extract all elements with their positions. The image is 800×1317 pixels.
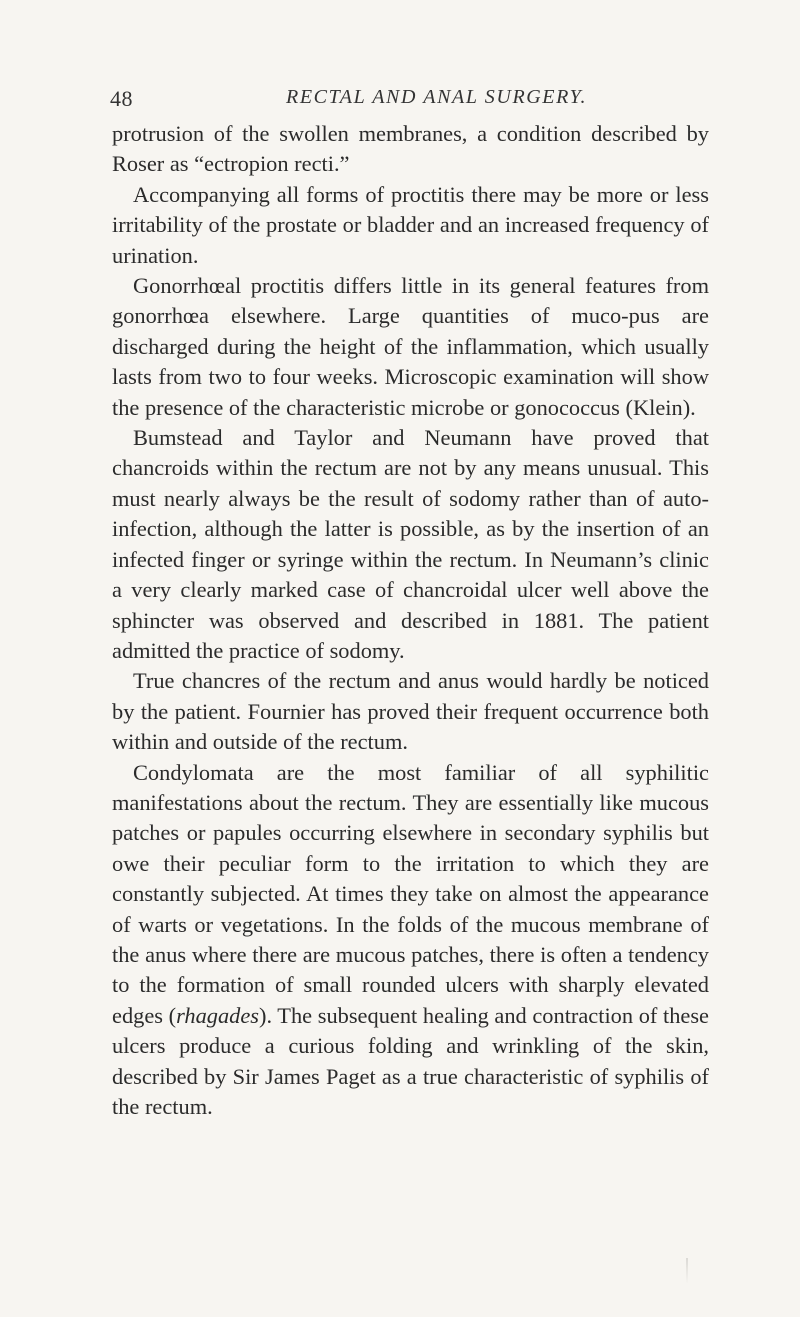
paper-mark [686, 1258, 688, 1284]
paragraph-irritability: Accompanying all forms of proctitis there may be more or less irritability of the prostate or bladder and an increased frequency of urination. [112, 181, 709, 268]
paragraph-condylomata [112, 758, 709, 1123]
body-text [112, 119, 709, 1122]
running-head [110, 86, 700, 114]
italic-term-rhagades: rhagades [176, 1002, 260, 1028]
page-number: 48 [110, 86, 133, 111]
paragraph-true-chancres: True chancres of the rectum and anus would hardly be noticed by the patient. Fournier has proved their frequent occurrence both within and outside of the rectum. [112, 668, 709, 755]
condylomata-text-start: Condylomata are the most familiar of all syphilitic manifestations about the rectum. They are essentially like mucous patches or papules occurring elsewhere in secondary syphilis but owe their peculiar form to the irritation to which they are constantly subjected. At times they take on almost the appearance of warts or vegetations. In the folds of the mucous membrane of the anus where there are mucous patches, there is often a tendency to the formation of small rounded ulcers with sharply elevated edges ( [112, 759, 709, 1028]
paragraph-gonorrhoeal-proctitis: Gonorrhœal proctitis differs little in its general features from gonorrhœa elsewhere. Large quantities of muco-pus are discharged during the height of the inflammation, which usually lasts from two to four weeks. Microscopic examination will show the presence of the characteristic microbe or gonococcus (Klein). [112, 273, 709, 420]
condylomata-text-end: ). The subsequent healing and contraction of these ulcers produce a curious folding and wrinkling of the skin, described by Sir James Paget as a true characteristic of syphilis of the rectum. [112, 1002, 709, 1119]
paragraph-continuation: protrusion of the swollen membranes, a condition described by Roser as “ectropion recti.” [112, 121, 709, 177]
running-title: RECTAL AND ANAL SURGERY. [286, 86, 588, 108]
paragraph-chancroids: Bumstead and Taylor and Neumann have proved that chancroids within the rectum are not by any means unusual. This must nearly always be the result of sodomy rather than of auto-infection, although the latter is possible, as by the insertion of an infected finger or syringe within the rectum. In Neumann’s clinic a very clearly marked case of chancroidal ulcer well above the sphincter was observed and described in 1881. The patient admitted the practice of sodomy. [112, 425, 709, 663]
